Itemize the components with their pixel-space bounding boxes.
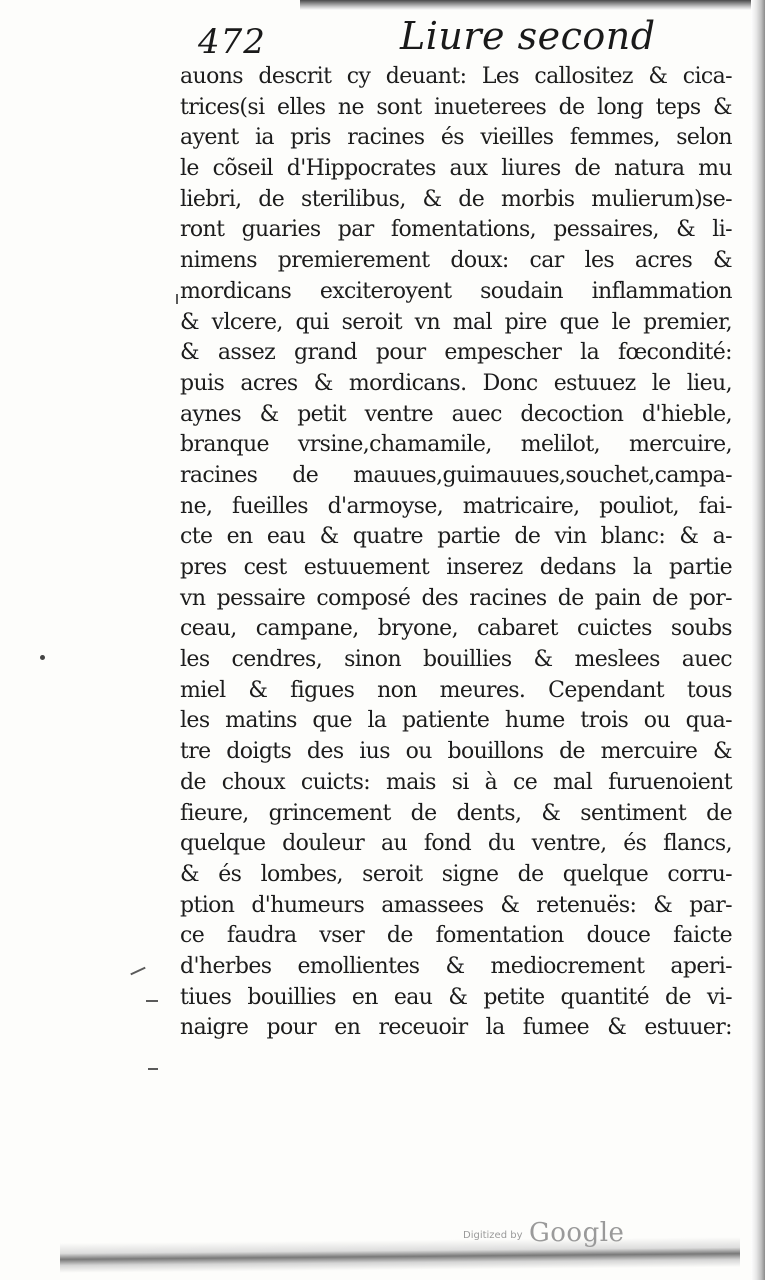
text-line: & és lombes, seroit signe de quelque corru- bbox=[180, 861, 732, 887]
text-line: ption d'humeurs amassees & retenuës: & par- bbox=[180, 892, 732, 918]
text-line: & vlcere, qui seroit vn mal pire que le premier, bbox=[180, 309, 732, 335]
watermark-prefix: Digitized by bbox=[463, 1230, 523, 1241]
text-line: aynes & petit ventre auec decoction d'hieble, bbox=[180, 401, 732, 427]
text-line: ayent ia pris racines és vieilles femmes, selon bbox=[180, 125, 732, 151]
text-line: branque vrsine,chamamile, melilot, mercuire, bbox=[180, 432, 732, 458]
margin-tick bbox=[130, 967, 145, 976]
text-line: ne, fueilles d'armoyse, matricaire, pouliot, fai- bbox=[180, 493, 732, 519]
margin-dot bbox=[40, 655, 45, 660]
text-line: & assez grand pour empescher la fœcondité: bbox=[180, 340, 732, 366]
text-line: racines de mauues,guimauues,souchet,campa- bbox=[180, 462, 732, 488]
text-line: ront guaries par fomentations, pessaires, & li- bbox=[180, 217, 732, 243]
text-line: de choux cuicts: mais si à ce mal furuenoient bbox=[180, 769, 732, 795]
watermark bbox=[463, 1218, 623, 1252]
text-line: quelque douleur au fond du ventre, és flancs, bbox=[180, 831, 732, 857]
text-line: d'herbes emollientes & mediocrement aperi- bbox=[180, 953, 732, 979]
text-line: ce faudra vser de fomentation douce faicte bbox=[180, 923, 732, 949]
text-line: nimens premierement doux: car les acres & bbox=[180, 248, 732, 274]
text-line: miel & figues non meures. Cependant tous bbox=[180, 677, 732, 703]
text-line: cte en eau & quatre partie de vin blanc: & a- bbox=[180, 524, 732, 550]
text-line: auons descrit cy deuant: Les callositez & cica- bbox=[180, 64, 732, 89]
text-line: puis acres & mordicans. Donc estuuez le lieu, bbox=[180, 370, 732, 396]
text-line: les cendres, sinon bouillies & meslees auec bbox=[180, 647, 732, 673]
running-title: Liure second bbox=[400, 14, 656, 58]
margin-tick bbox=[146, 1000, 158, 1002]
text-line: pres cest estuuement inserez dedans la partie bbox=[180, 555, 732, 580]
text-line: ceau, campane, bryone, cabaret cuictes soubs bbox=[180, 616, 732, 642]
text-line: fieure, grincement de dents, & sentiment de bbox=[180, 800, 732, 826]
text-line: naigre pour en receuoir la fumee & estuuer: bbox=[180, 1015, 732, 1041]
margin-tick bbox=[148, 1068, 158, 1070]
page-number: 472 bbox=[198, 22, 266, 62]
text-line: vn pessaire composé des racines de pain de por- bbox=[180, 585, 732, 611]
body-text bbox=[180, 62, 732, 1044]
text-line: trices(si elles ne sont inueterees de long teps & bbox=[180, 94, 732, 120]
page-bottom-shadow bbox=[60, 1237, 740, 1273]
page-header bbox=[190, 14, 730, 64]
watermark-logo: Google bbox=[529, 1218, 625, 1248]
text-line: tre doigts des ius ou bouillons de mercuire & bbox=[180, 739, 732, 765]
page-top-shadow bbox=[300, 0, 760, 10]
margin-tick bbox=[176, 294, 178, 304]
page-right-edge bbox=[751, 0, 765, 1280]
text-line: mordicans exciteroyent soudain inflammation bbox=[180, 278, 732, 304]
text-line: tiues bouillies en eau & petite quantité de vi- bbox=[180, 984, 732, 1010]
text-line: le cõseil d'Hippocrates aux liures de natura mu bbox=[180, 156, 732, 182]
text-line: liebri, de sterilibus, & de morbis mulierum)se- bbox=[180, 186, 732, 212]
text-line: les matins que la patiente hume trois ou qua- bbox=[180, 708, 732, 734]
